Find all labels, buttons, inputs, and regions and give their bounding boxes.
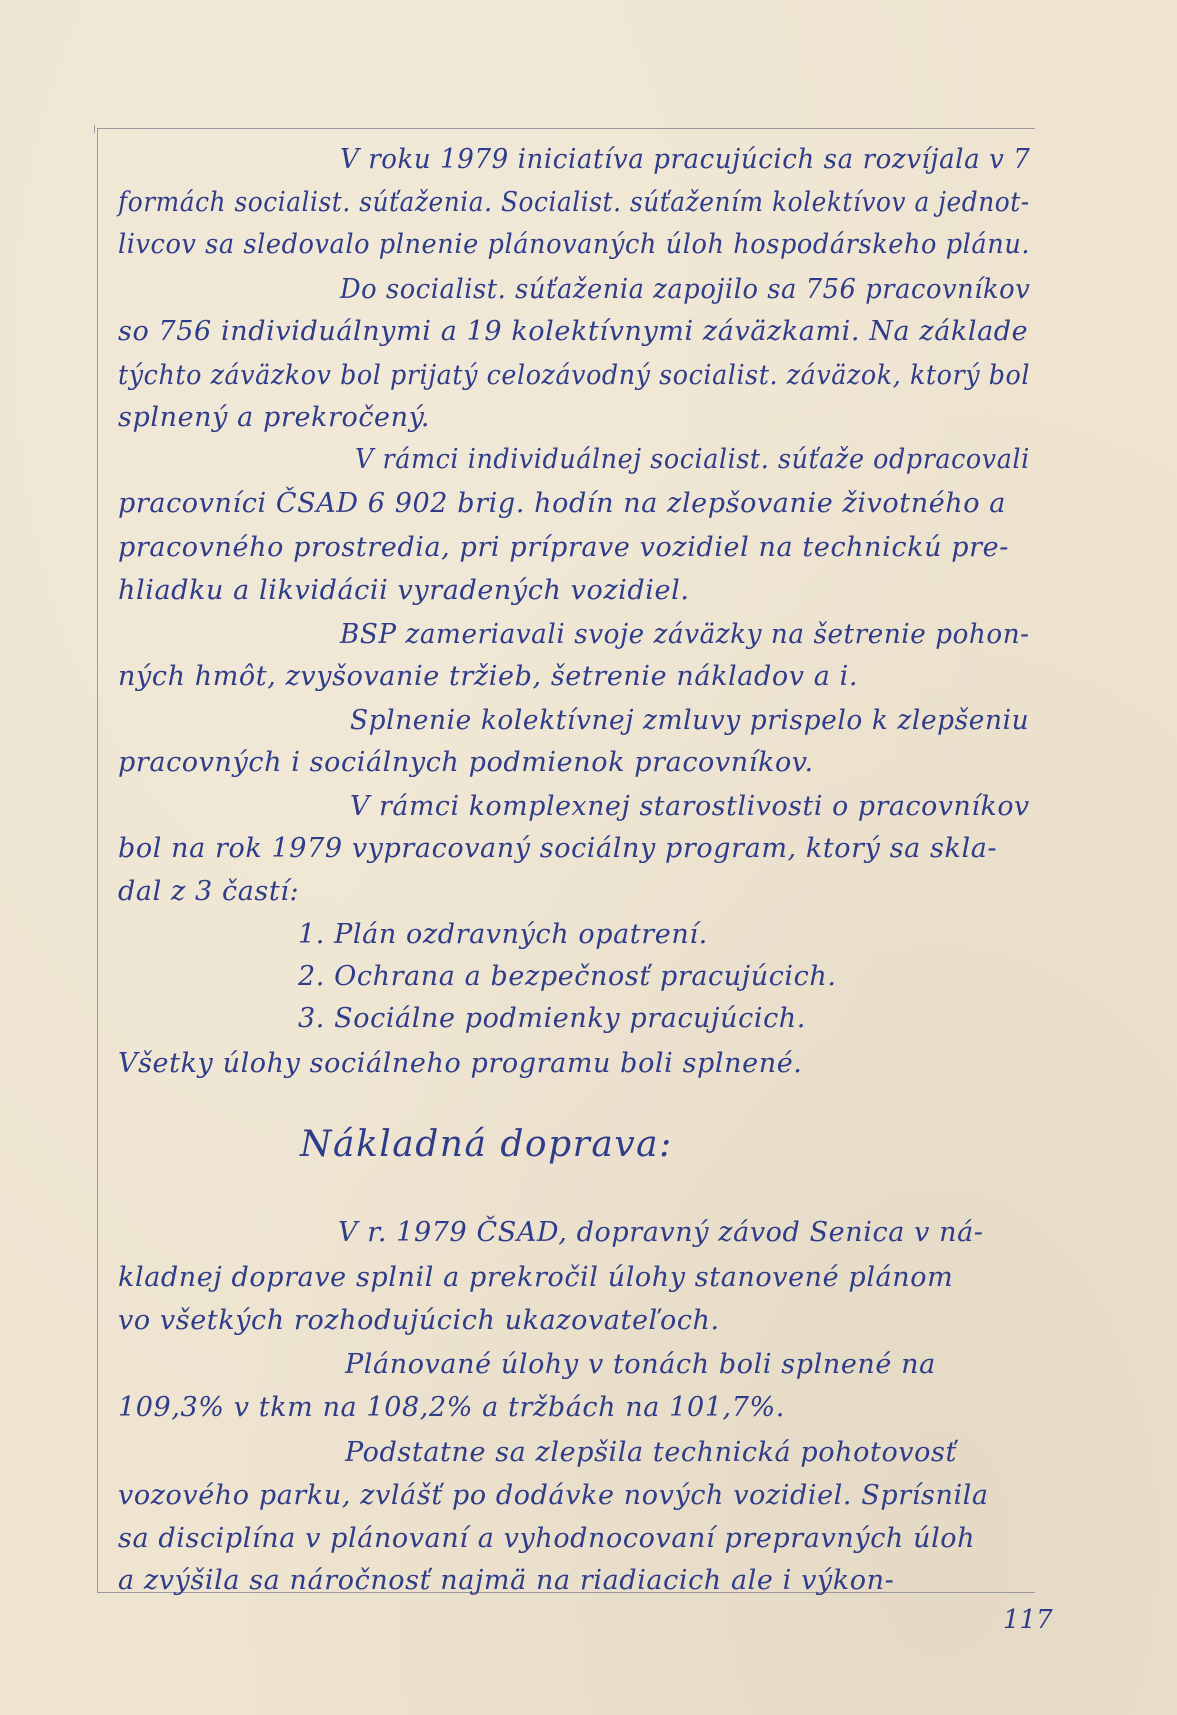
text-line: Podstatne sa zlepšila technická pohotovosť xyxy=(345,1437,957,1468)
program-list-item: 2. Ochrana a bezpečnosť pracujúcich. xyxy=(298,961,837,992)
text-line: bol na rok 1979 vypracovaný sociálny program, ktorý sa skla- xyxy=(118,833,998,864)
program-list-item: 1. Plán ozdravných opatrení. xyxy=(298,919,708,950)
text-line: so 756 individuálnymi a 19 kolektívnymi záväzkami. Na základe xyxy=(118,316,1029,347)
text-line: ných hmôt, zvyšovanie tržieb, šetrenie nákladov a i. xyxy=(118,661,859,692)
text-line: dal z 3 častí: xyxy=(118,876,300,907)
text-line: formách socialist. súťaženia. Socialist. súťažením kolektívov a jednot- xyxy=(118,187,1030,218)
text-line: sa disciplína v plánovaní a vyhodnocovaní prepravných úloh xyxy=(118,1523,976,1554)
text-line: Plánované úlohy v tonách boli splnené na xyxy=(345,1349,936,1380)
text-line: V r. 1979 ČSAD, dopravný závod Senica v ná- xyxy=(338,1217,984,1248)
frame-corner-mark xyxy=(94,125,95,133)
text-line: BSP zameriavali svoje záväzky na šetrenie pohon- xyxy=(340,619,1030,650)
text-line: vo všetkých rozhodujúcich ukazovateľoch. xyxy=(118,1305,720,1336)
page-number: 117 xyxy=(1003,1605,1053,1635)
program-summary: Všetky úlohy sociálneho programu boli splnené. xyxy=(118,1048,803,1079)
section-heading: Nákladná doprava: xyxy=(300,1124,673,1165)
text-line: V rámci komplexnej starostlivosti o pracovníkov xyxy=(350,791,1030,822)
program-list-item: 3. Sociálne podmienky pracujúcich. xyxy=(298,1003,806,1034)
text-line: Do socialist. súťaženia zapojilo sa 756 pracovníkov xyxy=(340,274,1031,305)
text-line: pracovných i sociálnych podmienok pracovníkov. xyxy=(118,747,814,778)
text-line: kladnej doprave splnil a prekročil úlohy stanovené plánom xyxy=(118,1262,954,1293)
text-line: pracovníci ČSAD 6 902 brig. hodín na zlepšovanie životného a xyxy=(118,488,1007,519)
text-line: vozového parku, zvlášť po dodávke nových vozidiel. Sprísnila xyxy=(118,1480,989,1511)
text-line: 109,3% v tkm na 108,2% a tržbách na 101,7%. xyxy=(118,1392,785,1423)
text-line: livcov sa sledovalo plnenie plánovaných úloh hospodárskeho plánu. xyxy=(118,229,1031,260)
text-line: Splnenie kolektívnej zmluvy prispelo k zlepšeniu xyxy=(350,705,1030,736)
text-line: hliadku a likvidácii vyradených vozidiel. xyxy=(118,575,690,606)
text-line: splnený a prekročený. xyxy=(118,402,431,433)
text-line: pracovného prostredia, pri príprave vozidiel na technickú pre- xyxy=(118,532,1009,563)
text-line: V rámci individuálnej socialist. súťaže odpracovali xyxy=(355,444,1030,475)
text-line: týchto záväzkov bol prijatý celozávodný socialist. záväzok, ktorý bol xyxy=(118,360,1031,391)
text-line: a zvýšila sa náročnosť najmä na riadiacich ale i výkon- xyxy=(118,1565,895,1596)
text-line: V roku 1979 iniciatíva pracujúcich sa rozvíjala v 7 xyxy=(340,144,1031,175)
